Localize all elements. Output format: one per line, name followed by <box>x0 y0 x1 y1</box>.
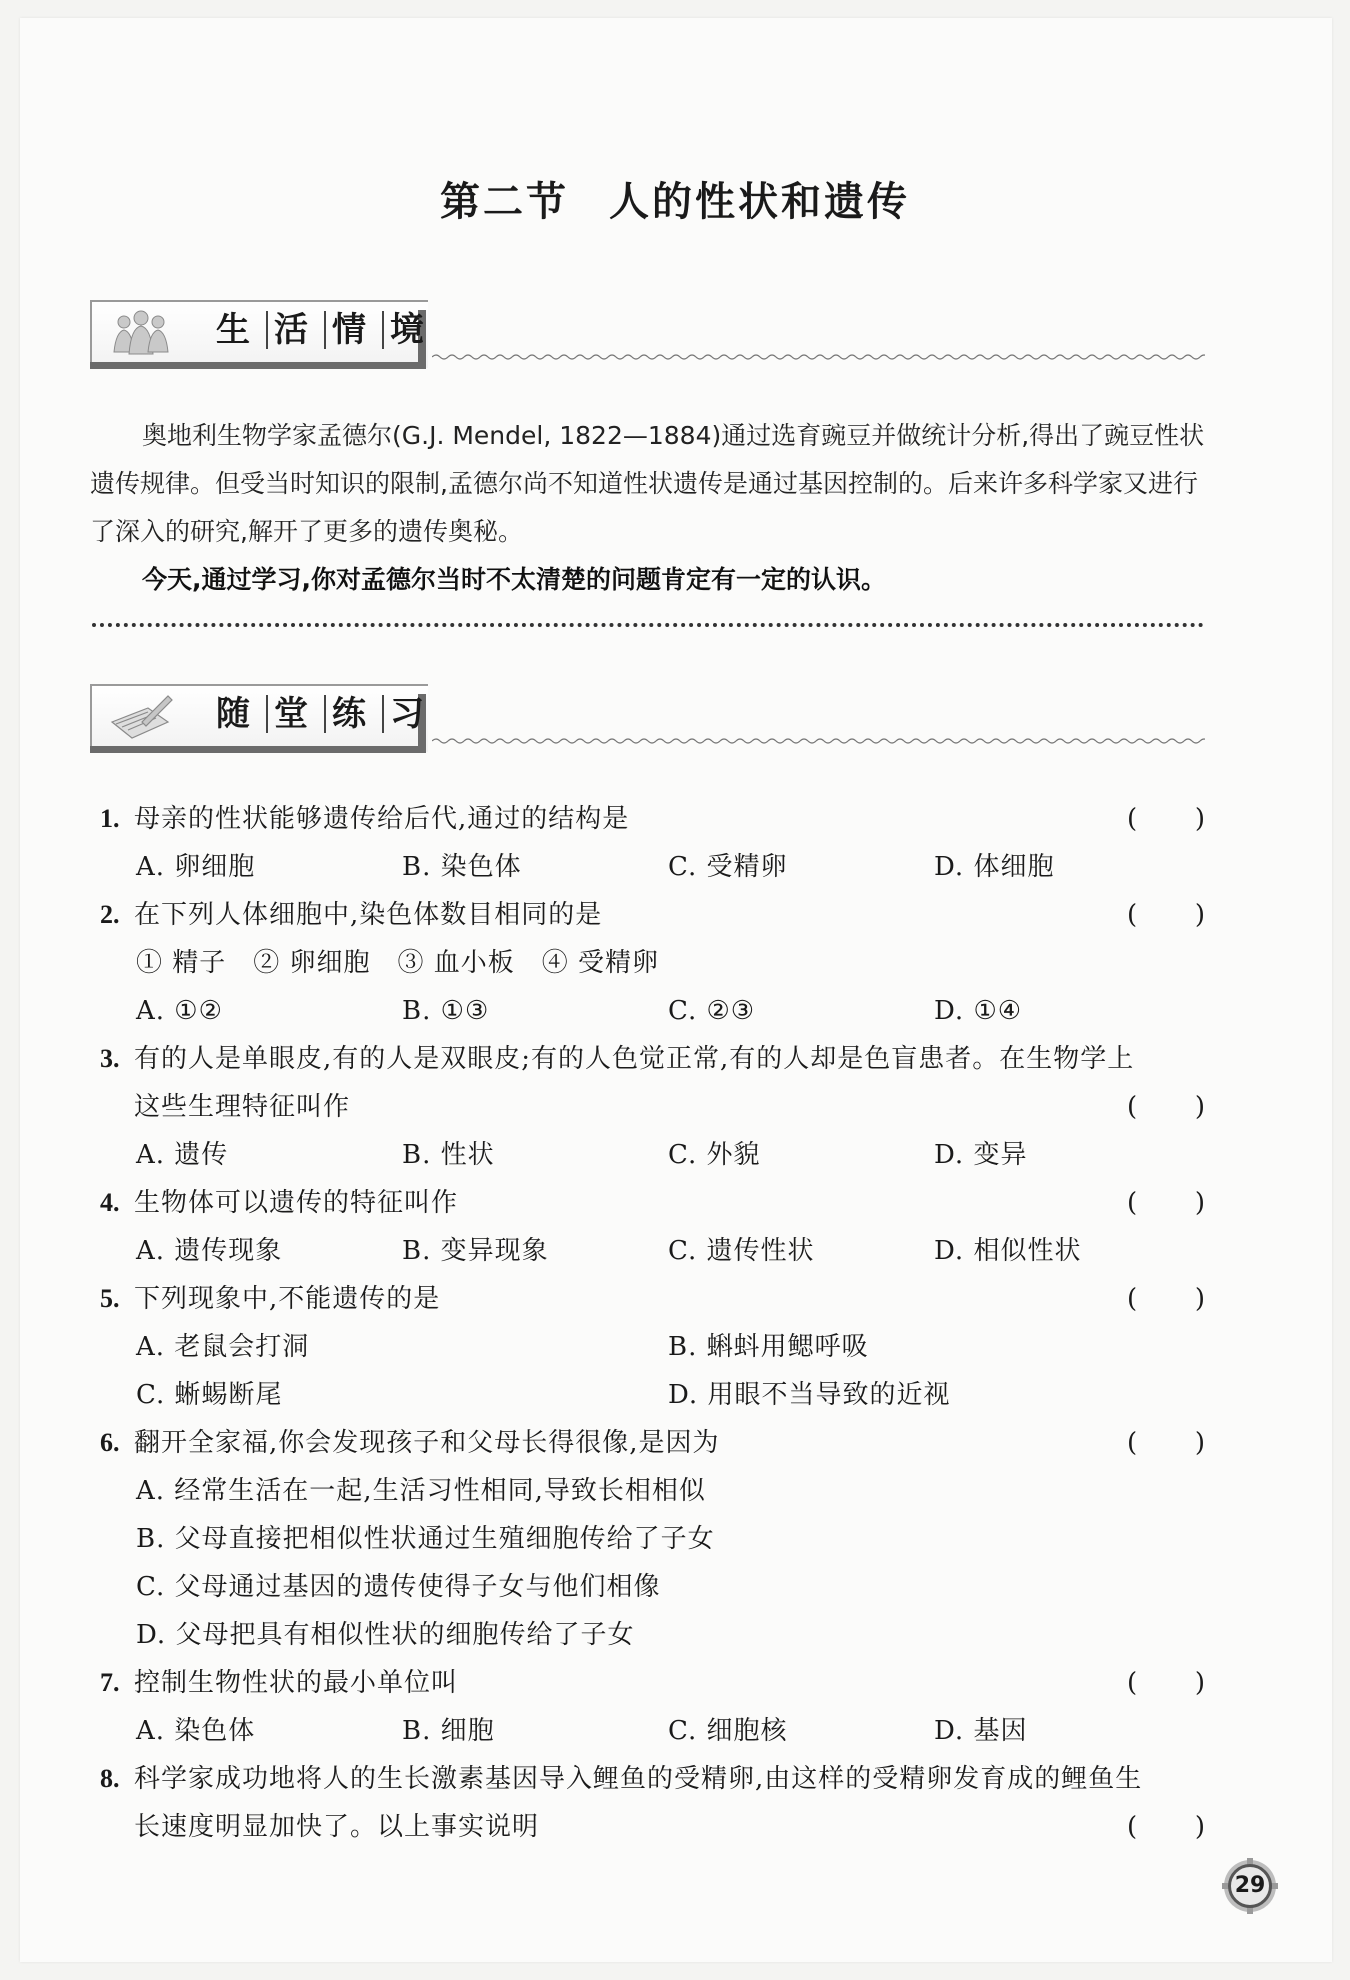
option-d[interactable]: D. 用眼不当导致的近视 <box>668 1380 951 1410</box>
option-c[interactable]: C. 细胞核 <box>668 1716 788 1746</box>
question-3-continued: 这些生理特征叫作 ( ) <box>90 1083 1205 1131</box>
option-b[interactable]: B. 变异现象 <box>402 1236 549 1266</box>
question-stem: 下列现象中,不能遗传的是 <box>134 1284 441 1314</box>
option-b[interactable]: B. 细胞 <box>402 1716 495 1746</box>
question-6: 6. 翻开全家福,你会发现孩子和父母长得很像,是因为 ( ) <box>90 1419 1205 1467</box>
section-header-text: 随 堂 练 习 <box>210 694 440 734</box>
option-a[interactable]: A. 经常生活在一起,生活习性相同,导致长相相似 <box>136 1476 706 1506</box>
options-row <box>90 1371 1205 1419</box>
wavy-divider <box>432 352 1205 362</box>
question-1: 1. 母亲的性状能够遗传给后代,通过的结构是 ( ) <box>90 795 1205 843</box>
options-row <box>90 1131 1205 1179</box>
option-a[interactable]: A. 遗传 <box>136 1140 229 1170</box>
people-icon <box>108 308 174 358</box>
page-number: 29 <box>1228 1864 1272 1908</box>
question-stem: 有的人是单眼皮,有的人是双眼皮;有的人色觉正常,有的人却是色盲患者。在生物学上 <box>134 1044 1135 1074</box>
option-c[interactable]: C. ②③ <box>668 996 756 1026</box>
question-stem: 在下列人体细胞中,染色体数目相同的是 <box>134 900 603 930</box>
options-row <box>90 1611 1205 1659</box>
option-c[interactable]: C. 受精卵 <box>668 852 788 882</box>
option-b[interactable]: B. 染色体 <box>402 852 522 882</box>
question-5: 5. 下列现象中,不能遗传的是 ( ) <box>90 1275 1205 1323</box>
option-c[interactable]: C. 蜥蜴断尾 <box>136 1380 283 1410</box>
options-row <box>90 843 1205 891</box>
section-header-life-situation <box>90 300 1205 372</box>
question-number: 1. <box>100 804 120 833</box>
section-header-practice <box>90 684 1205 756</box>
question-list <box>90 795 1205 1851</box>
question-number: 5. <box>100 1284 120 1313</box>
option-a[interactable]: A. 卵细胞 <box>136 852 256 882</box>
question-8 <box>90 1755 1205 1803</box>
option-b[interactable]: B. 性状 <box>402 1140 495 1170</box>
question-8-continued: 长速度明显加快了。以上事实说明 ( ) <box>90 1803 1205 1851</box>
question-stem: 母亲的性状能够遗传给后代,通过的结构是 <box>134 804 630 834</box>
option-c[interactable]: C. 外貌 <box>668 1140 761 1170</box>
question-3 <box>90 1035 1205 1083</box>
question-2: 2. 在下列人体细胞中,染色体数目相同的是 ( ) <box>90 891 1205 939</box>
page-number-badge <box>1222 1858 1278 1914</box>
question-stem: 这些生理特征叫作 <box>134 1092 351 1122</box>
option-d[interactable]: D. 相似性状 <box>934 1236 1082 1266</box>
option-d[interactable]: D. 体细胞 <box>934 852 1055 882</box>
wavy-divider <box>432 736 1205 746</box>
option-a[interactable]: A. ①② <box>136 996 223 1026</box>
option-d[interactable]: D. ①④ <box>934 996 1023 1026</box>
options-row <box>90 1707 1205 1755</box>
section-header-text: 生 活 情 境 <box>210 310 440 350</box>
dotted-divider <box>92 623 1204 627</box>
question-number: 7. <box>100 1668 120 1697</box>
options-row <box>90 1323 1205 1371</box>
pencil-notebook-icon <box>108 692 174 742</box>
question-items-row <box>90 939 1205 987</box>
option-a[interactable]: A. 老鼠会打洞 <box>136 1332 310 1362</box>
page-title <box>0 170 1350 227</box>
question-number: 8. <box>100 1764 120 1793</box>
options-row <box>90 1467 1205 1515</box>
intro-paragraph-bold: 今天,通过学习,你对孟德尔当时不太清楚的问题肯定有一定的认识。 <box>142 565 886 594</box>
question-number: 2. <box>100 900 120 929</box>
option-c[interactable]: C. 遗传性状 <box>668 1236 815 1266</box>
section-number: 第二节 <box>440 178 569 225</box>
section-title: 人的性状和遗传 <box>609 178 910 225</box>
options-row <box>90 1563 1205 1611</box>
question-7: 7. 控制生物性状的最小单位叫 ( ) <box>90 1659 1205 1707</box>
option-d[interactable]: D. 基因 <box>934 1716 1028 1746</box>
option-b[interactable]: B. ①③ <box>402 996 490 1026</box>
question-4: 4. 生物体可以遗传的特征叫作 ( ) <box>90 1179 1205 1227</box>
options-row <box>90 987 1205 1035</box>
option-b[interactable]: B. 蝌蚪用鳃呼吸 <box>668 1332 869 1362</box>
question-stem: 生物体可以遗传的特征叫作 <box>134 1188 459 1218</box>
option-d[interactable]: D. 父母把具有相似性状的细胞传给了子女 <box>136 1620 635 1650</box>
question-stem: 控制生物性状的最小单位叫 <box>134 1668 459 1698</box>
option-b[interactable]: B. 父母直接把相似性状通过生殖细胞传给了子女 <box>136 1524 715 1554</box>
option-a[interactable]: A. 染色体 <box>136 1716 256 1746</box>
question-items: ① 精子 ② 卵细胞 ③ 血小板 ④ 受精卵 <box>136 948 660 978</box>
intro-paragraph: 奥地利生物学家孟德尔(G.J. Mendel, 1822—1884)通过选育豌豆并做统计分析,得出了豌豆性状遗传规律。但受当时知识的限制,孟德尔尚不知道性状遗传是通过基因控制的。后来许多科学家又进行了深入的研究,解开了更多的遗传奥秘。 <box>90 421 1205 546</box>
question-stem: 翻开全家福,你会发现孩子和父母长得很像,是因为 <box>134 1428 720 1458</box>
question-number: 3. <box>100 1044 120 1073</box>
option-c[interactable]: C. 父母通过基因的遗传使得子女与他们相像 <box>136 1572 661 1602</box>
option-d[interactable]: D. 变异 <box>934 1140 1028 1170</box>
question-number: 4. <box>100 1188 120 1217</box>
options-row <box>90 1227 1205 1275</box>
options-row <box>90 1515 1205 1563</box>
question-number: 6. <box>100 1428 120 1457</box>
option-a[interactable]: A. 遗传现象 <box>136 1236 283 1266</box>
question-stem: 长速度明显加快了。以上事实说明 <box>134 1812 540 1842</box>
question-stem: 科学家成功地将人的生长激素基因导入鲤鱼的受精卵,由这样的受精卵发育成的鲤鱼生 <box>134 1764 1143 1794</box>
